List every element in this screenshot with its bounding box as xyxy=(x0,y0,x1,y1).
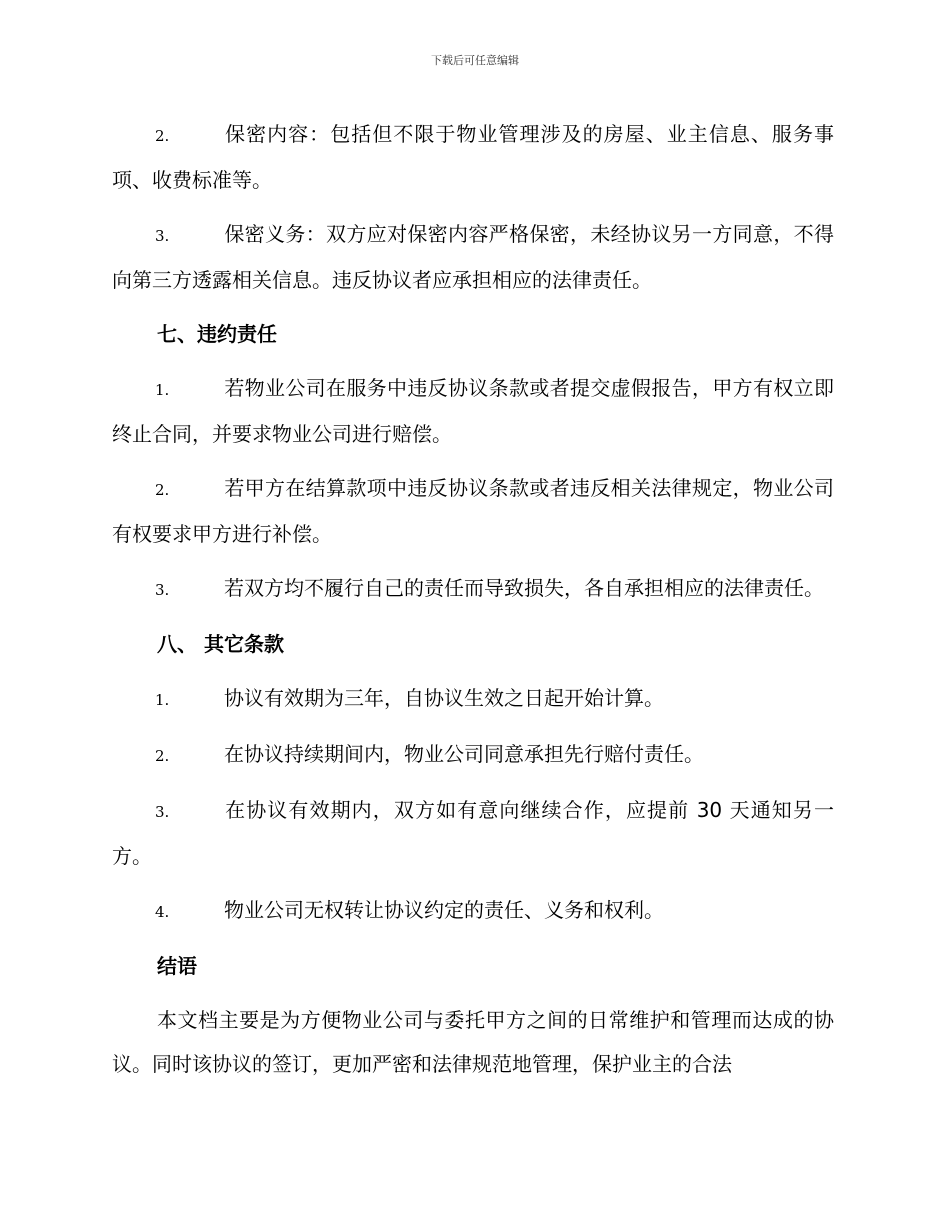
item-number: 3. xyxy=(155,581,170,599)
item-text: 物业公司无权转让协议约定的责任、义务和权利。 xyxy=(224,898,664,922)
list-item xyxy=(112,212,834,302)
item-text: 在协议有效期内，双方如有意向继续合作，应提前 30 天通知另一方。 xyxy=(112,798,834,868)
item-number: 1. xyxy=(155,691,170,709)
item-number: 3. xyxy=(155,803,170,821)
item-text: 若双方均不履行自己的责任而导致损失，各自承担相应的法律责任。 xyxy=(224,576,824,600)
list-item xyxy=(112,788,834,878)
list-item xyxy=(112,112,834,202)
list-item xyxy=(112,732,834,778)
document-body xyxy=(112,112,834,1086)
list-item xyxy=(112,466,834,556)
list-item xyxy=(112,676,834,722)
section-heading-breach: 七、违约责任 xyxy=(157,322,277,346)
item-text: 保密义务：双方应对保密内容严格保密，未经协议另一方同意，不得向第三方透露相关信息。违反协议者应承担相应的法律责任。 xyxy=(112,222,834,292)
item-number: 2. xyxy=(155,127,170,145)
item-number: 2. xyxy=(155,747,170,765)
item-number: 3. xyxy=(155,227,170,245)
item-number: 4. xyxy=(155,903,170,921)
item-text: 在协议持续期间内，物业公司同意承担先行赔付责任。 xyxy=(224,742,704,766)
page-header: 下载后可任意编辑 xyxy=(431,54,519,67)
list-item xyxy=(112,566,834,612)
list-item xyxy=(112,888,834,934)
conclusion-paragraph: 本文档主要是为方便物业公司与委托甲方之间的日常维护和管理而达成的协议。同时该协议的签订，更加严密和法律规范地管理，保护业主的合法 xyxy=(112,1008,834,1076)
item-text: 协议有效期为三年，自协议生效之日起开始计算。 xyxy=(224,686,664,710)
section-heading-other: 八、 其它条款 xyxy=(157,632,284,656)
item-number: 1. xyxy=(155,381,170,399)
item-text: 保密内容：包括但不限于物业管理涉及的房屋、业主信息、服务事项、收费标准等。 xyxy=(112,122,834,192)
section-heading-conclusion: 结语 xyxy=(157,954,197,978)
item-number: 2. xyxy=(155,481,170,499)
list-item xyxy=(112,366,834,456)
item-text: 若物业公司在服务中违反协议条款或者提交虚假报告，甲方有权立即终止合同，并要求物业公司进行赔偿。 xyxy=(112,376,834,446)
item-text: 若甲方在结算款项中违反协议条款或者违反相关法律规定，物业公司有权要求甲方进行补偿。 xyxy=(112,476,834,546)
